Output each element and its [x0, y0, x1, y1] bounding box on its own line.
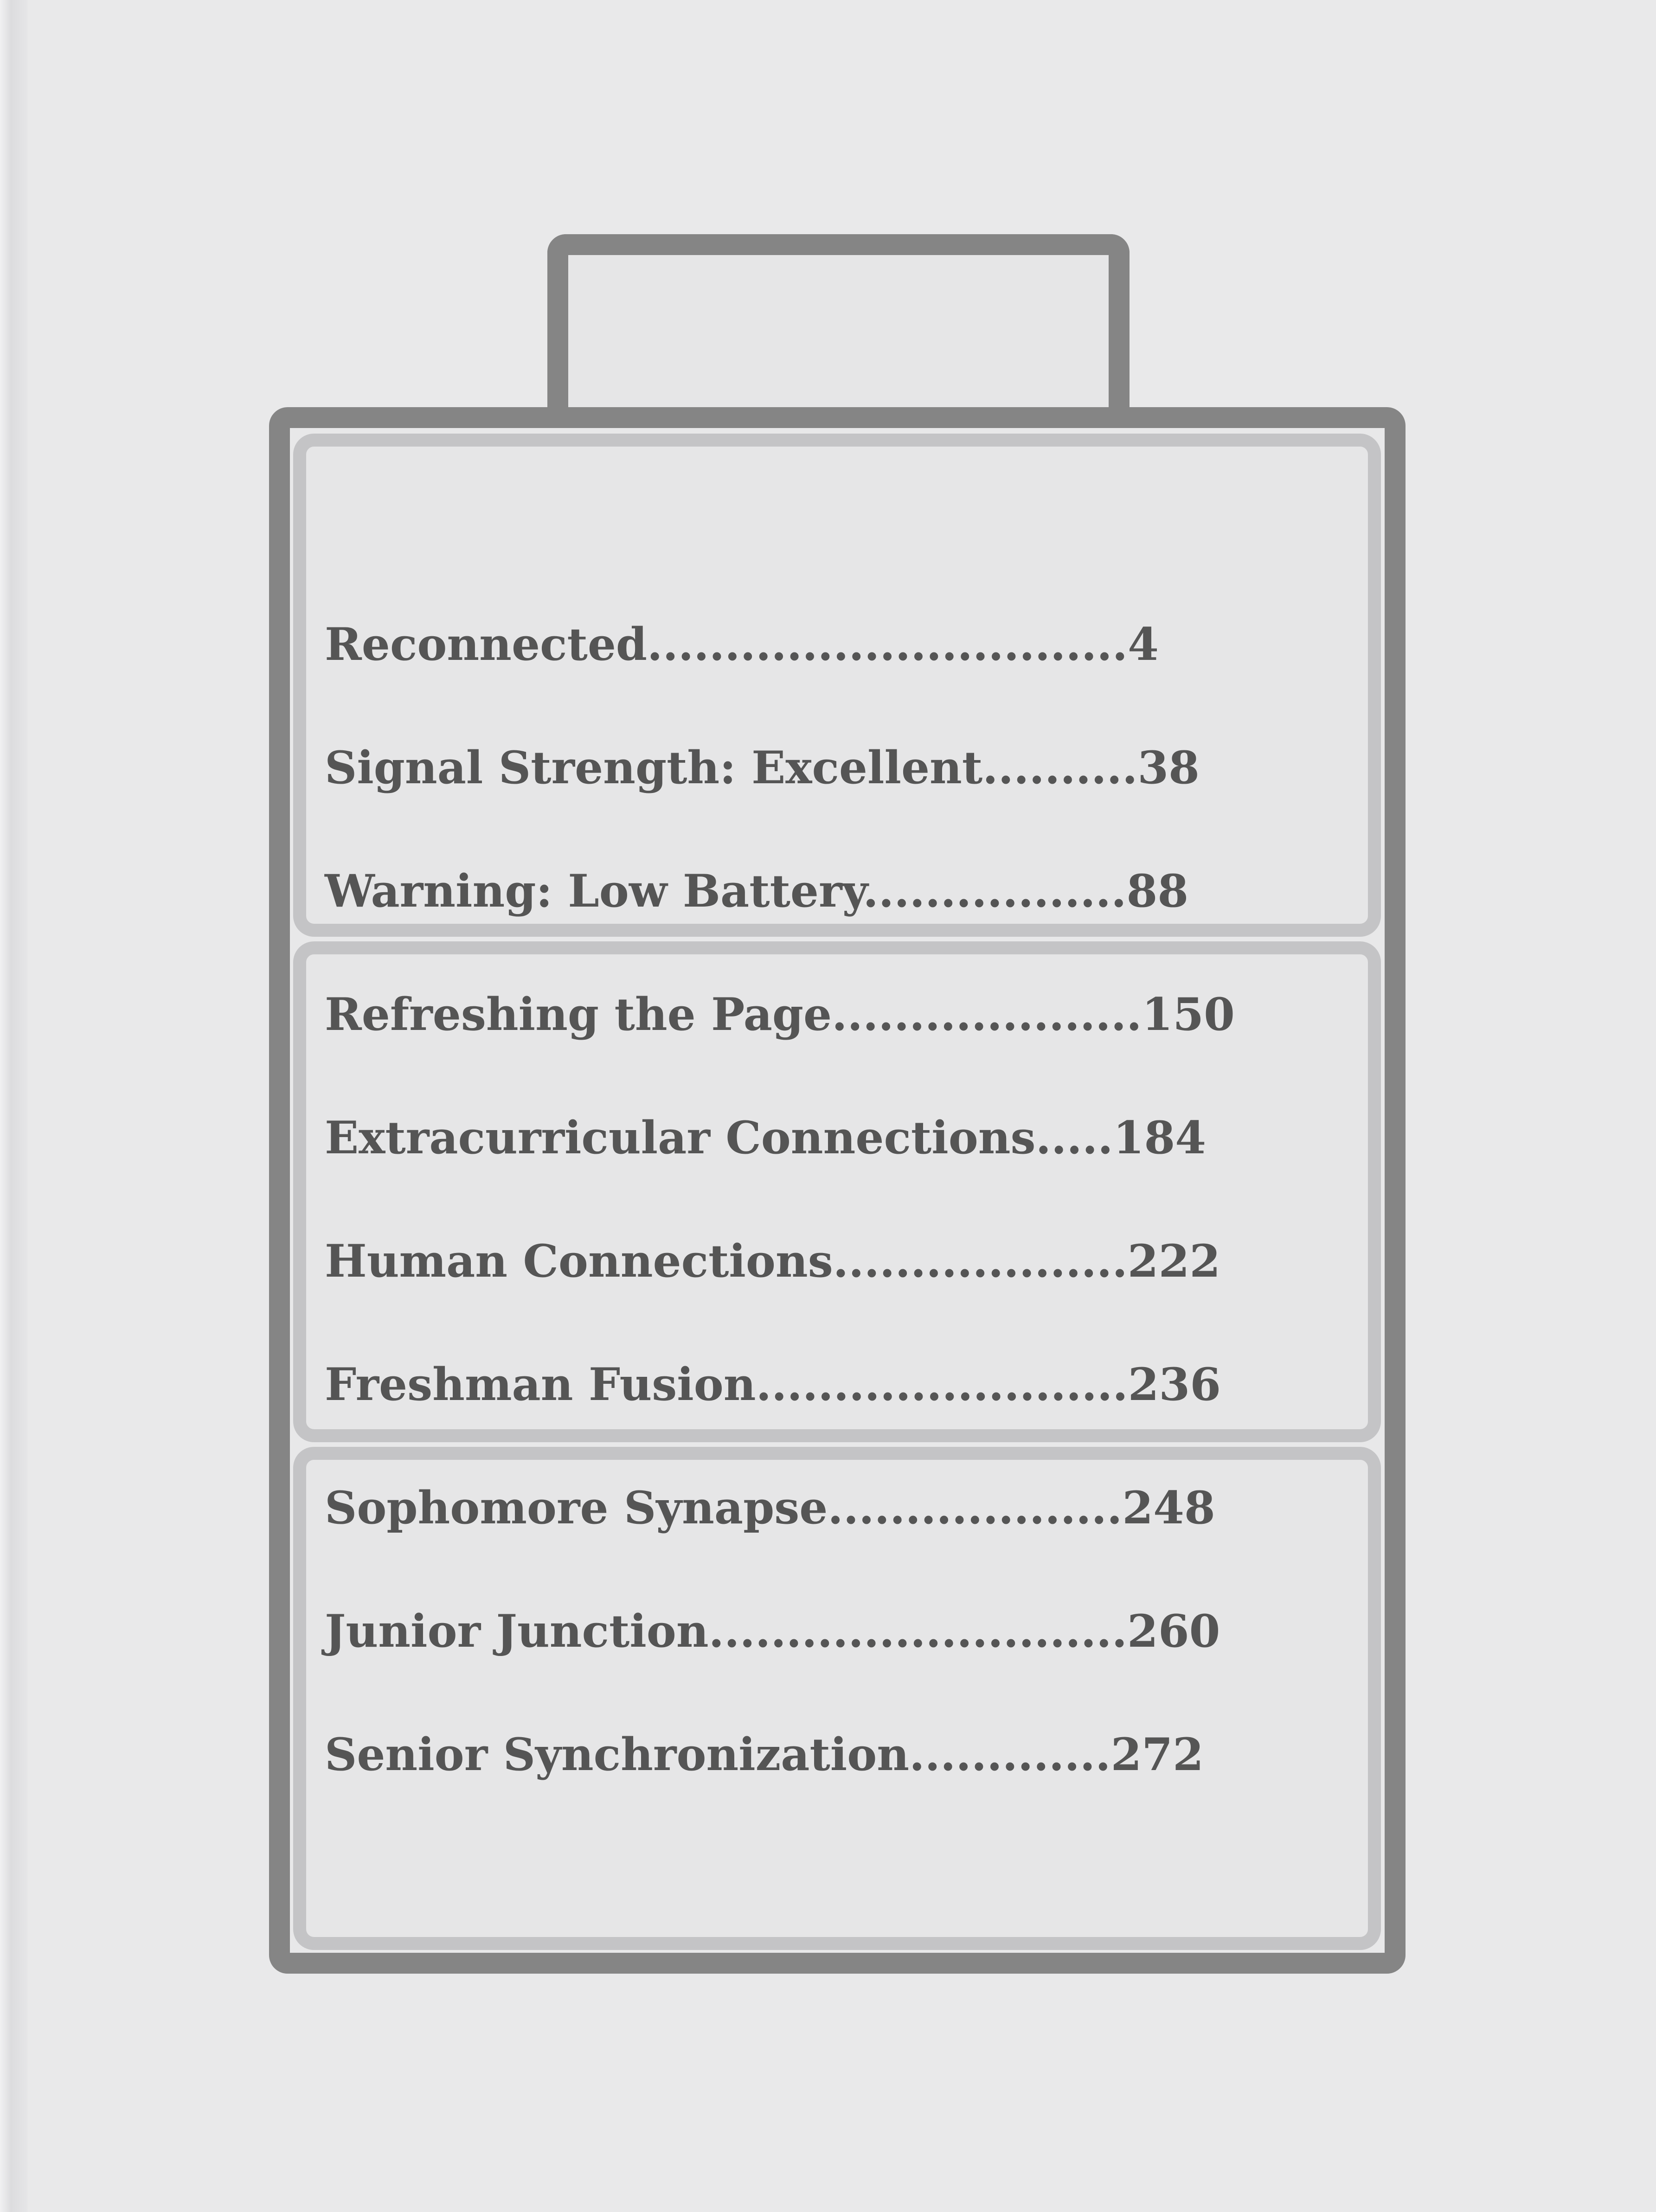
toc-entry-page: 272 — [1110, 1728, 1204, 1781]
toc-entry-page: 184 — [1113, 1112, 1207, 1164]
toc-entry-page: 150 — [1142, 988, 1235, 1041]
toc-entry-reconnected[interactable] — [325, 598, 1368, 722]
toc-entry-title: Sophomore Synapse — [325, 1482, 828, 1534]
toc-entry-extracurricular[interactable] — [325, 1092, 1368, 1215]
toc-entry-page: 4 — [1128, 618, 1159, 671]
toc-entry-page: 38 — [1137, 742, 1200, 794]
toc-entry-title: Signal Strength: Excellent — [325, 742, 983, 794]
toc-entry-title: Human Connections — [325, 1235, 833, 1287]
toc-entry-page: 88 — [1126, 865, 1189, 917]
toc-entry-title: Warning: Low Battery — [325, 865, 863, 917]
toc-entry-leader: ................. — [863, 865, 1127, 917]
toc-entry-leader: ............. — [909, 1728, 1111, 1781]
toc-entry-junior-junction[interactable] — [325, 1585, 1368, 1708]
toc-entry-human-connections[interactable] — [325, 1215, 1368, 1338]
toc-entry-leader: ..... — [1035, 1112, 1113, 1164]
toc-entry-page: 248 — [1122, 1482, 1215, 1534]
toc-entry-leader: .......... — [982, 742, 1138, 794]
toc-entry-page: 222 — [1127, 1235, 1221, 1287]
toc-entry-senior-synchronization[interactable] — [325, 1708, 1368, 1832]
table-of-contents — [325, 598, 1368, 1832]
toc-entry-leader: ............................... — [647, 618, 1128, 671]
toc-entry-title: Extracurricular Connections — [325, 1112, 1036, 1164]
toc-entry-signal-strength[interactable] — [325, 722, 1368, 845]
toc-entry-title: Reconnected — [325, 618, 648, 671]
toc-entry-leader: ................... — [833, 1235, 1128, 1287]
toc-entry-leader: ................... — [828, 1482, 1123, 1534]
toc-entry-title: Refreshing the Page — [325, 988, 832, 1041]
toc-entry-title: Junior Junction — [325, 1605, 709, 1657]
toc-entry-refreshing-page[interactable] — [325, 968, 1368, 1092]
toc-entry-low-battery[interactable] — [325, 845, 1368, 968]
toc-entry-leader: .................... — [832, 988, 1142, 1041]
toc-entry-sophomore-synapse[interactable] — [325, 1462, 1368, 1585]
toc-entry-leader: ........................ — [756, 1358, 1128, 1411]
toc-entry-title: Freshman Fusion — [325, 1358, 756, 1411]
toc-entry-page: 260 — [1127, 1605, 1220, 1657]
toc-entry-title: Senior Synchronization — [325, 1728, 910, 1781]
battery-cap — [547, 234, 1130, 424]
toc-entry-page: 236 — [1128, 1358, 1221, 1411]
toc-entry-leader: ........................... — [708, 1605, 1128, 1657]
toc-entry-freshman-fusion[interactable] — [325, 1338, 1368, 1462]
